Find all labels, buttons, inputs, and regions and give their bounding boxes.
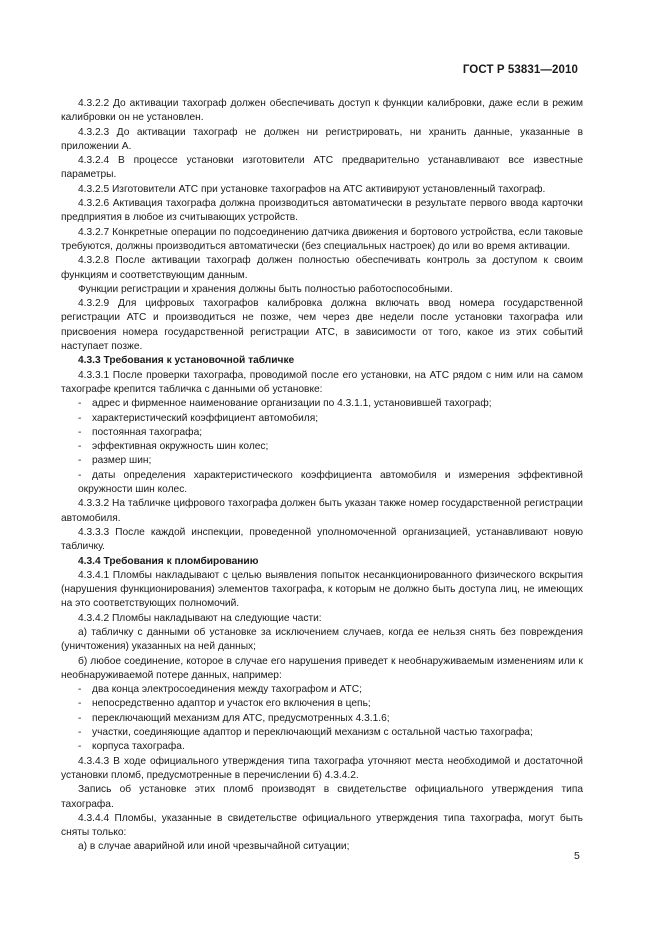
dash-marker: -: [78, 741, 82, 753]
paragraph: 4.3.2.9 Для цифровых тахографов калибровка должна включать ввод номера государственной регистрации АТС и производиться не позже, чем через две недели после установки тахографа или присвоения номера государственной регистрации АТС, в зависимости от того, какое из этих событий наступает позже.: [61, 298, 583, 353]
list-item-text: эффективная окружность шин колес;: [92, 441, 269, 453]
dash-marker: -: [78, 727, 82, 739]
list-item-text: непосредственно адаптор и участок его включения в цепь;: [92, 698, 371, 710]
list-item-text: участки, соединяющие адаптор и переключающий механизм с остальной частью тахографа;: [92, 727, 533, 739]
dash-marker: -: [78, 412, 82, 424]
list-item: [61, 469, 583, 498]
paragraph: 4.3.4.2 Пломбы накладывают на следующие части:: [78, 612, 322, 624]
dash-marker: -: [78, 426, 82, 438]
paragraph: б) любое соединение, которое в случае его нарушения приведет к необнаруживаемым изменениям или к необнаруживаемой потере данных, например:: [61, 655, 583, 681]
document-header: ГОСТ Р 53831—2010: [462, 64, 578, 76]
list-item: [61, 740, 583, 754]
section-heading: 4.3.3 Требования к установочной табличке: [78, 355, 295, 367]
list-item-text: характеристический коэффициент автомобиля;: [92, 412, 319, 424]
dash-marker: -: [78, 712, 82, 724]
dash-marker: -: [78, 469, 82, 481]
list-item: [61, 397, 583, 411]
paragraph: 4.3.2.3 До активации тахограф не должен ни регистрировать, ни хранить данные, указанные в приложении А.: [61, 126, 583, 152]
list-item: [61, 426, 583, 440]
list-item-text: постоянная тахографа;: [92, 426, 203, 438]
list-item: [61, 440, 583, 454]
list-item: [61, 697, 583, 711]
paragraph: 4.3.4.3 В ходе официального утверждения типа тахографа уточняют места необходимой и достаточной установки пломб, предусмотренные в перечислении б) 4.3.4.2.: [61, 755, 583, 781]
document-body: [61, 97, 583, 855]
paragraph: 4.3.2.8 После активации тахограф должен полностью обеспечивать контроль за доступом к своим функциям и соответствующим данным.: [61, 255, 583, 281]
dash-marker: -: [78, 441, 82, 453]
paragraph: а) табличку с данными об установке за исключением случаев, когда ее нельзя снять без повреждения (уничтожения) указанных на ней данных;: [61, 626, 583, 653]
dash-marker: -: [78, 398, 82, 410]
dash-marker: -: [78, 455, 82, 467]
paragraph: а) в случае аварийной или иной чрезвычайной ситуации;: [78, 841, 350, 853]
paragraph: 4.3.3.3 После каждой инспекции, проведенной уполномоченной организацией, устанавливают новую табличку.: [61, 526, 583, 553]
paragraph: 4.3.4.4 Пломбы, указанные в свидетельстве официального утверждения типа тахографа, могут быть сняты только:: [61, 812, 583, 839]
list-item-text: переключающий механизм для АТС, предусмотренных 4.3.1.6;: [92, 712, 390, 724]
section-heading: 4.3.4 Требования к пломбированию: [78, 555, 259, 567]
paragraph: 4.3.2.4 В процессе установки изготовители АТС предварительно устанавливают все известные параметры.: [61, 155, 583, 181]
list-item-text: адрес и фирменное наименование организации по 4.3.1.1, установившей тахограф;: [92, 398, 492, 410]
paragraph: 4.3.2.6 Активация тахографа должна производиться автоматически в результате первого ввода карточки предприятия в любое из считывающих устройств.: [61, 198, 583, 224]
list-item-text: даты определения характеристического коэффициента автомобиля и измерения эффективной окружности шин колес.: [78, 469, 583, 496]
list-item: [61, 454, 583, 468]
dash-marker: -: [78, 698, 82, 710]
paragraph: Запись об установке этих пломб производят в свидетельстве официального утверждения типа тахографа.: [61, 784, 583, 810]
paragraph: 4.3.3.2 На табличке цифрового тахографа должен быть указан также номер государственной регистрации автомобиля.: [61, 498, 583, 524]
list-item: [61, 412, 583, 426]
paragraph: 4.3.2.7 Конкретные операции по подсоединению датчика движения и бортового устройства, если таковые требуются, должны производиться автоматически (без специальных настроек) до или во время активации.: [61, 226, 583, 252]
paragraph: Функции регистрации и хранения должны быть полностью работоспособными.: [78, 283, 453, 295]
list-item: [61, 683, 583, 697]
list-item: [61, 726, 583, 740]
paragraph: 4.3.3.1 После проверки тахографа, проводимой после его установки, на АТС рядом с ним или на самом тахографе крепится табличка с данными об установке:: [61, 369, 583, 395]
list-item-text: корпуса тахографа.: [92, 741, 185, 753]
paragraph: 4.3.4.1 Пломбы накладывают с целью выявления попыток несанкционированного физического вскрытия (нарушения функционирования) элементов тахографа, к которым не должно быть доступа лиц, не имеющих на это соответствующих полномочий.: [61, 569, 583, 610]
list-item-text: размер шин;: [92, 455, 152, 467]
list-item: [61, 712, 583, 726]
paragraph: 4.3.2.2 До активации тахограф должен обеспечивать доступ к функции калибровки, даже если в режим калибровки он не установлен.: [61, 98, 583, 124]
page-number: 5: [574, 850, 580, 862]
list-item-text: два конца электросоединения между тахографом и АТС;: [92, 684, 362, 696]
dash-marker: -: [78, 684, 82, 696]
paragraph: 4.3.2.5 Изготовители АТС при установке тахографов на АТС активируют установленный тахограф.: [78, 183, 546, 195]
